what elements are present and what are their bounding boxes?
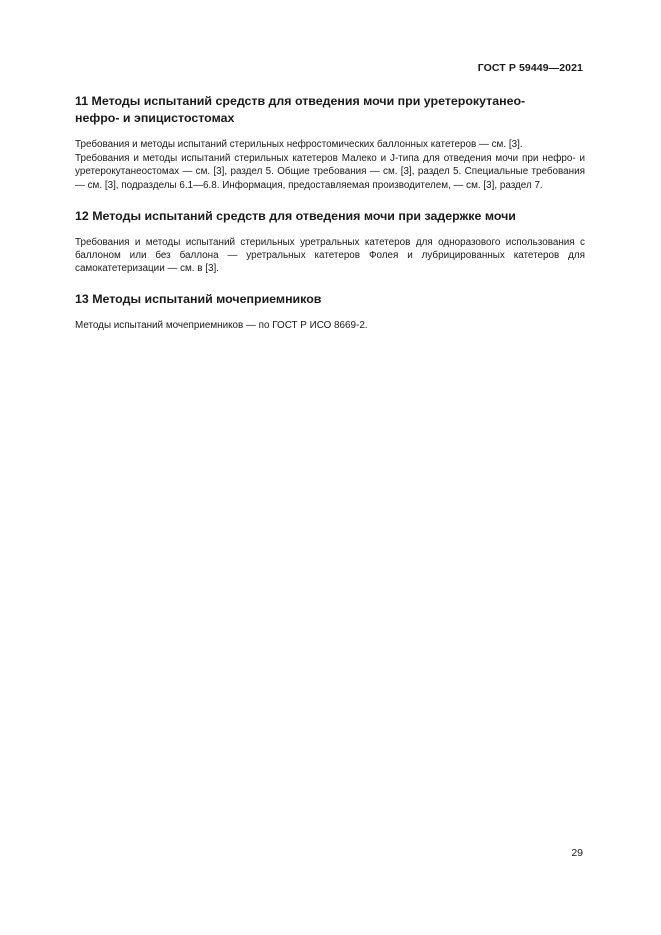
section-11-paragraph-2: Требования и методы испытаний стерильных катетеров Малеко и J-типа для отведения мочи при нефро- и уретерокутанеостомах — см. [3], раздел 5. Общие требования — см. [3], раздел 5. Специальные требования — см. [3], подразделы 6.1—6.8. Информация, предоставляемая производителем, — см. [3], раздел 7. [75, 153, 585, 191]
section-11-body [75, 138, 585, 192]
section-12-heading: 12 Методы испытаний средств для отведения мочи при задержке мочи [75, 208, 516, 223]
section-13-heading: 13 Методы испытаний мочеприемников [75, 292, 322, 307]
section-11-heading [75, 93, 585, 127]
section-13-paragraph-1: Методы испытаний мочеприемников — по ГОСТ Р ИСО 8669-2. [75, 320, 368, 332]
section-11-paragraph-1: Требования и методы испытаний стерильных нефростомических баллонных катетеров — см. [3]. [75, 139, 523, 150]
section-11-heading-line2: нефро- и эпицистостомах [75, 111, 235, 125]
section-11 [75, 93, 585, 192]
section-13 [75, 291, 585, 332]
section-12-paragraph-1: Требования и методы испытаний стерильных уретральных катетеров для одноразового использования с баллоном или без баллона — уретральных катетеров Фолея и лубрицированных катетеров для самокатетеризации — см. в [3]. [75, 236, 585, 275]
section-12 [75, 208, 585, 276]
section-13-body [75, 319, 585, 332]
document-standard-id: ГОСТ Р 59449—2021 [477, 62, 583, 74]
section-12-body [75, 236, 585, 276]
page-number: 29 [571, 847, 583, 859]
section-11-heading-line1: 11 Методы испытаний средств для отведения мочи при уретерокутанео- [75, 94, 526, 108]
document-content [75, 93, 585, 333]
